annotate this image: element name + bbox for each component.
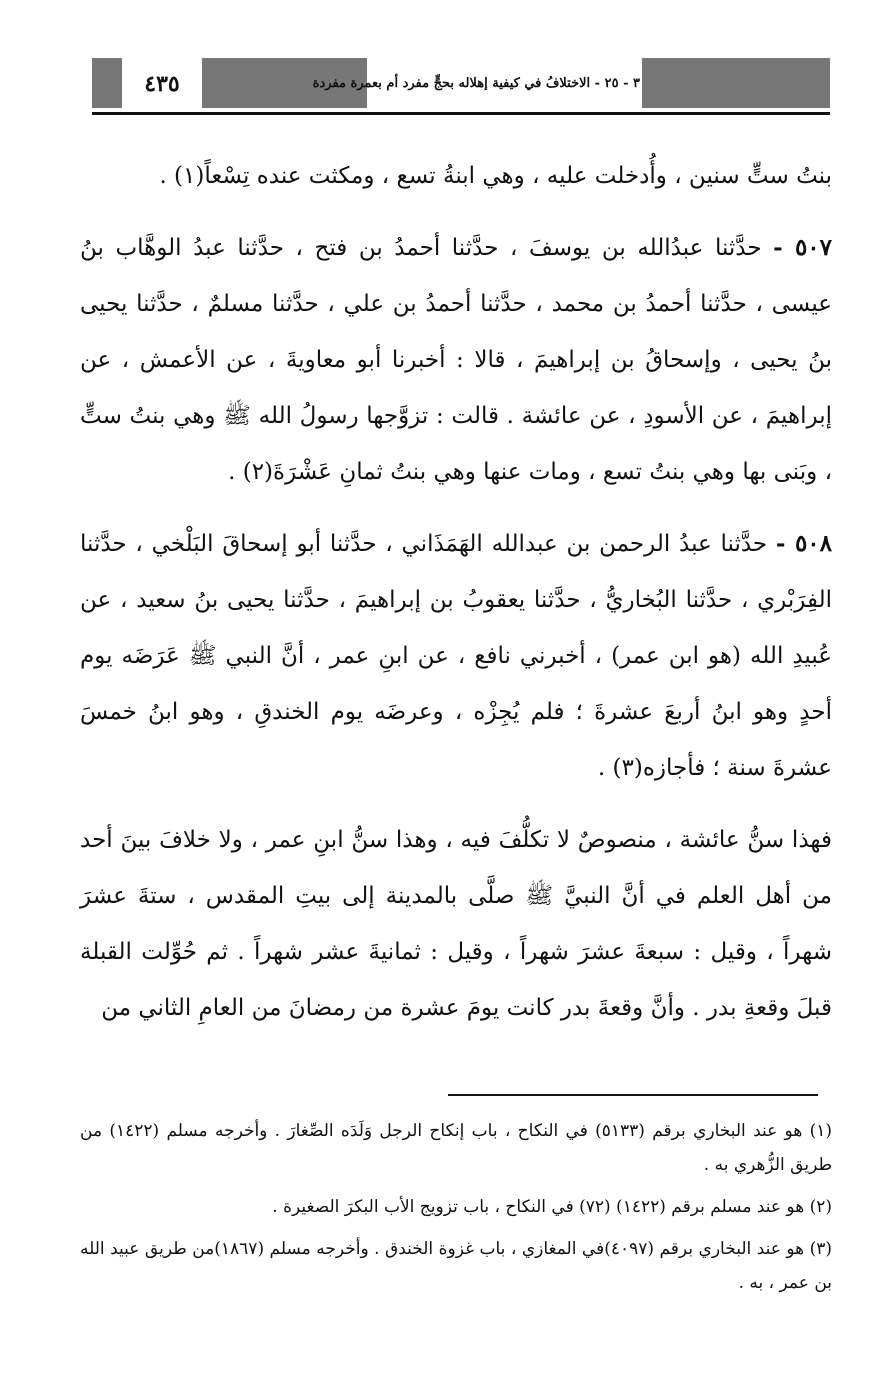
paragraph-commentary: فهذا سنُّ عائشة ، منصوصٌ لا تكلُّفَ فيه ، وهذا سنُّ ابنِ عمر ، ولا خلافَ بينَ أحد من أهل العلم في أنَّ النبيَّ ﷺ صلَّى بالمدينة إلى بيتِ المقدس ، ستةَ عشرَ شهراً ، وقيل : سبعةَ عشرَ شهراً ، وقيل : ثمانيةَ عشر شهراً . ثم حُوِّلت القبلة قبلَ وقعةِ بدر . وأنَّ وقعةَ بدر كانت يومَ عشرة من رمضانَ من العامِ الثاني من [80, 827, 832, 1021]
hadith-508 [80, 516, 832, 796]
page-header [92, 58, 830, 116]
hadith-number: ٥٠٧ - [773, 234, 832, 261]
hadith-text: حدَّثنا عبدُ الرحمن بن عبدالله الهَمَذَاني ، حدَّثنا أبو إسحاقَ البَلْخي ، حدَّثنا الفِرَبْري ، حدَّثنا البُخاريُّ ، حدَّثنا يعقوبُ بن إبراهيمَ ، حدَّثنا يحيى بنُ سعيد ، عن عُبيدِ الله (هو ابن عمر) ، أخبرني نافع ، عن ابنِ عمر ، أنَّ النبي ﷺ عَرَضَه يوم أحدٍ وهو ابنُ أربعَ عشرةَ ؛ فلم يُجِزْه ، وعرضَه يوم الخندقِ ، وهو ابنُ خمسَ عشرةَ سنة ؛ فأجازه(٣) . [80, 531, 832, 781]
paragraph-continuation: بنتُ ستٍّ سنين ، وأُدخلت عليه ، وهي ابنةُ تسع ، ومكثت عنده تِسْعاً(١) . [159, 163, 832, 189]
header-shade-left [92, 58, 122, 108]
header-shade-right [642, 58, 830, 108]
footnotes [80, 1114, 832, 1308]
footnote-rule [448, 1094, 818, 1096]
page-number: ٤٣٥ [144, 71, 180, 97]
footnote-1: (١) هو عند البخاري برقم (٥١٣٣) في النكاح ، باب إنكاح الرجل وَلَدَه الصِّغارَ . وأخرجه مسلم (١٤٢٢) من طريق الزُّهري به . [80, 1121, 833, 1175]
hadith-text: حدَّثنا عبدُالله بن يوسفَ ، حدَّثنا أحمدُ بن فتح ، حدَّثنا عبدُ الوهَّاب بنُ عيسى ، حدَّثنا أحمدُ بن محمد ، حدَّثنا أحمدُ بن علي ، حدَّثنا مسلمٌ ، حدَّثنا يحيى بنُ يحيى ، وإسحاقُ بن إبراهيمَ ، قالا : أخبرنا أبو معاويةَ ، عن الأعمش ، عن إبراهيمَ ، عن الأسودِ ، عن عائشة . قالت : تزوَّجها رسولُ الله ﷺ وهي بنتُ ستٍّ ، وبَنى بها وهي بنتُ تسع ، ومات عنها وهي بنتُ ثمانِ عَشْرَةَ(٢) . [80, 235, 832, 485]
footnote-2: (٢) هو عند مسلم برقم (١٤٢٢) (٧٢) في النكاح ، باب تزويج الأب البكرَ الصغيرة . [272, 1197, 832, 1217]
running-head: ٣ - ٢٥ - الاختلافُ في كيفية إهلاله بحجٍّ مفرد أم بعمرة مفردة [312, 76, 640, 91]
hadith-number: ٥٠٨ - [775, 530, 832, 557]
footnote-3: (٣) هو عند البخاري برقم (٤٠٩٧)في المغازي ، باب غزوة الخندق . وأخرجه مسلم (١٨٦٧)من طريق عبيد الله بن عمر ، به . [80, 1239, 833, 1293]
main-text [80, 148, 832, 1052]
header-rule [92, 112, 830, 115]
hadith-507 [80, 220, 832, 500]
